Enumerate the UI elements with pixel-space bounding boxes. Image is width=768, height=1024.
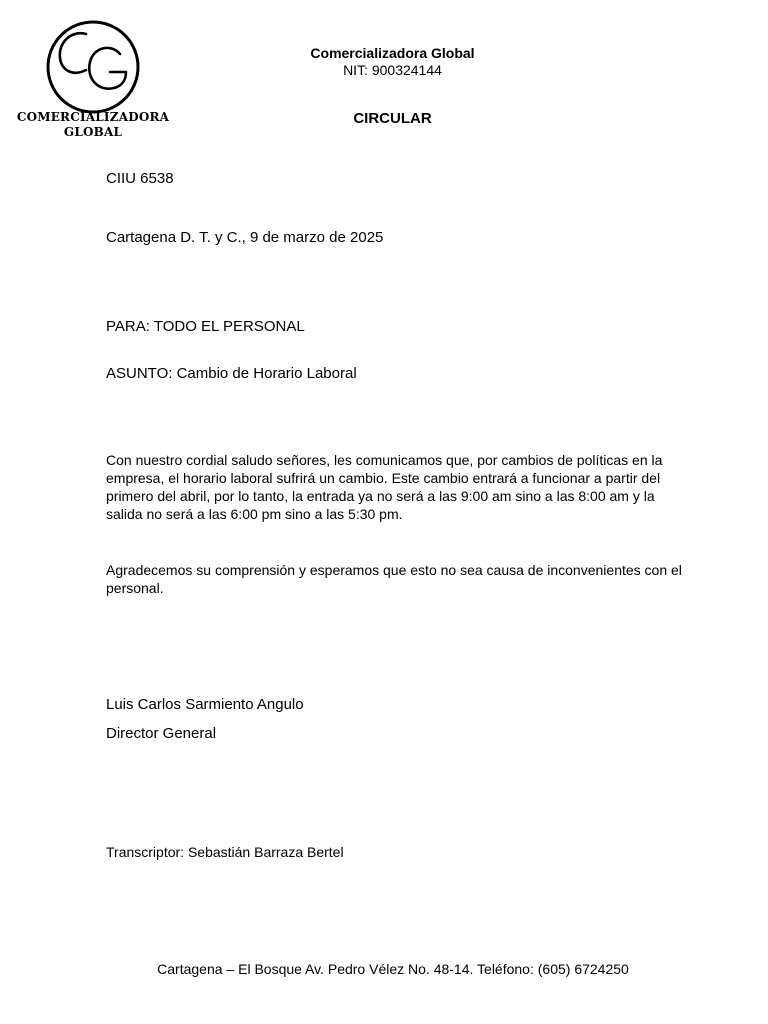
place-date: Cartagena D. T. y C., 9 de marzo de 2025: [106, 229, 384, 246]
signer-title: Director General: [106, 725, 217, 742]
transcriber-line: Transcriptor: Sebastián Barraza Bertel: [106, 844, 344, 860]
logo-name-line1: COMERCIALIZADORA: [16, 110, 170, 124]
logo-letter-c: [60, 33, 86, 72]
logo-ring: [48, 22, 138, 112]
document-title: CIRCULAR: [353, 110, 432, 127]
logo-letter-g: [89, 48, 126, 89]
company-name: Comercializadora Global: [310, 45, 475, 61]
recipient-line: PARA: TODO EL PERSONAL: [106, 318, 305, 335]
body-paragraph-1: Con nuestro cordial saludo señores, les comunicamos que, por cambios de políticas en la empresa, el horario laboral sufrirá un cambio. Este cambio entrará a funcionar a partir del primero del abril, por lo tanto, la entrada ya no será a las 9:00 am sino a las 8:00 am y la salida no será a las 6:00 pm sino a las 5:30 pm.: [106, 452, 663, 522]
signer-name: Luis Carlos Sarmiento Angulo: [106, 696, 304, 713]
company-nit: NIT: 900324144: [343, 62, 442, 78]
body-paragraph-2: Agradecemos su comprensión y esperamos que esto no sea causa de inconvenientes con el personal.: [106, 562, 682, 596]
ciiu-code: CIIU 6538: [106, 170, 174, 187]
logo-wordmark: [8, 110, 178, 140]
logo-name-line2: GLOBAL: [63, 125, 123, 139]
subject-line: ASUNTO: Cambio de Horario Laboral: [106, 365, 357, 382]
footer-address: Cartagena – El Bosque Av. Pedro Vélez No. 48-14. Teléfono: (605) 6724250: [157, 961, 629, 977]
